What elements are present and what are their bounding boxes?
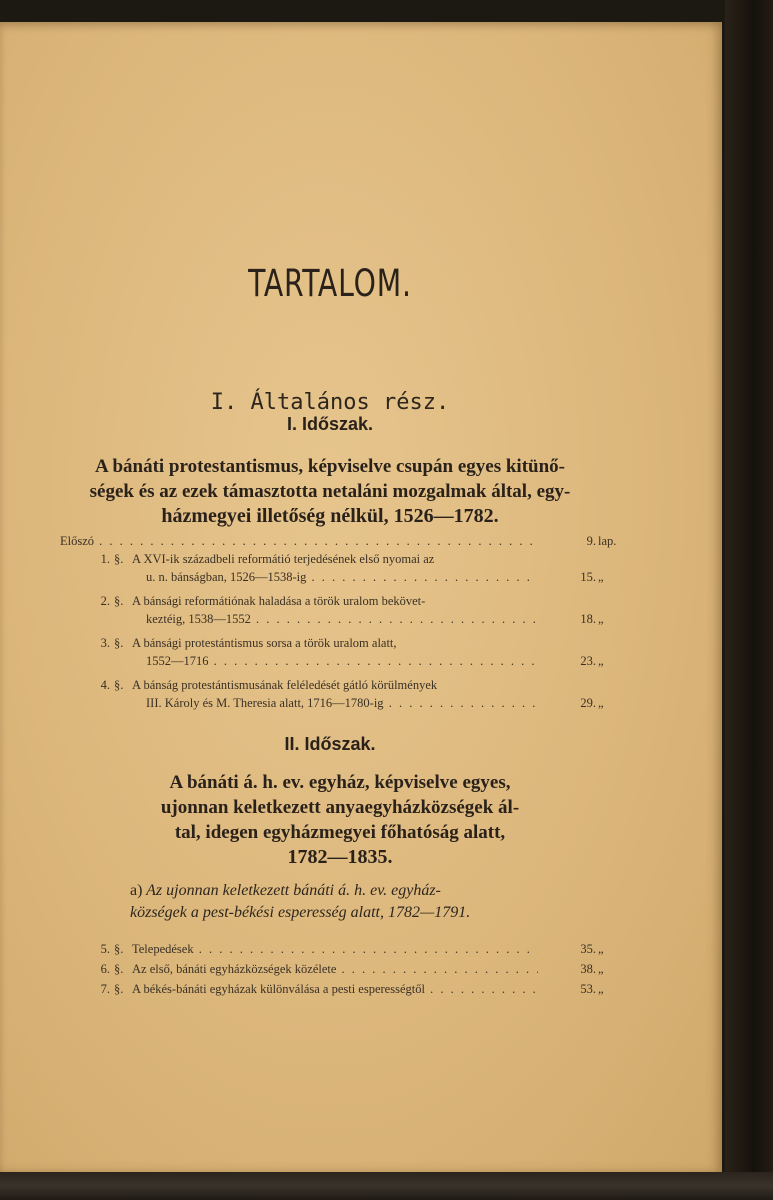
toc-entry-unit: lap. (598, 534, 617, 548)
period-2-heading-line: 1782—1835. (287, 846, 393, 868)
toc-entry-unit: „ (598, 570, 604, 584)
period-2-label: II. Időszak. (284, 734, 376, 754)
section-symbol: §. (114, 942, 124, 956)
toc-entry-unit: „ (598, 612, 604, 626)
subsection-line: községek a pest-békési esperesség alatt, 1782—1791. (130, 904, 471, 921)
period-1-heading (40, 454, 620, 529)
toc-entry-4-cont (60, 696, 608, 718)
toc-entry-text: A XVI-ik századbeli reformátió terjedésének első nyomai az (132, 552, 435, 566)
book-bottom-edge (0, 1172, 773, 1200)
section-symbol: §. (114, 962, 124, 976)
part-heading: I. Általános rész. (210, 390, 450, 415)
book-spine (725, 0, 773, 1200)
toc-entry-text: A bánsági reformátiónak haladása a török uralom bekövet- (132, 594, 426, 608)
toc-entry-unit: „ (598, 962, 604, 976)
toc-entry-3-cont (60, 654, 608, 676)
toc-entry-5 (60, 942, 608, 964)
period-2-heading-line: A bánáti á. h. ev. egyház, képviselve egyes, (169, 772, 511, 793)
toc-entry-number: 3. (100, 636, 110, 650)
book-page (0, 22, 722, 1172)
toc-entry-unit: „ (598, 654, 604, 668)
toc-entry-unit: „ (598, 696, 604, 710)
toc-entry-text: A békés-bánáti egyházak különválása a pesti esperességtől . . . (132, 982, 538, 997)
toc-entry-page: 15. (580, 570, 596, 584)
section-symbol: §. (114, 636, 124, 650)
toc-entry-text: Az első, bánáti egyházközségek közélete . . . (132, 962, 538, 977)
toc-entry-number: 2. (100, 594, 110, 608)
toc-entry-number: 4. (100, 678, 110, 692)
page-title: TARTALOM. (248, 262, 412, 305)
toc-entry-2-cont (60, 612, 608, 634)
toc-entry-number: 1. (100, 552, 110, 566)
subsection-line: Az ujonnan keletkezett bánáti á. h. ev. egyház- (146, 882, 441, 899)
toc-entry-page: 23. (580, 654, 596, 668)
subsection-letter: a) (130, 882, 143, 899)
toc-entry-unit: „ (598, 982, 604, 996)
toc-entry-text: A bánság protestántismusának feléledését gátló körülmények (132, 678, 438, 692)
toc-entry-text: A bánsági protestántismus sorsa a török uralom alatt, (132, 636, 397, 650)
period-1-heading-line: ségek és az ezek támasztotta netaláni mozgalmak által, egy- (89, 481, 571, 502)
toc-entry-text: Előszó . . . (60, 534, 538, 549)
toc-entry-text: 1552—1716 . . . (146, 654, 538, 669)
period-2-heading-line: ujonnan keletkezett anyaegyházközségek ál- (160, 797, 520, 818)
toc-entry-page: 35. (580, 942, 596, 956)
period-1-label: I. Időszak. (286, 414, 374, 434)
toc-entry-7 (60, 982, 608, 1004)
toc-entry-text: Telepedések . . . (132, 942, 538, 957)
section-symbol: §. (114, 594, 124, 608)
toc-entry-text: III. Károly és M. Theresia alatt, 1716—1780-ig . . . (146, 696, 538, 711)
period-1-heading-line: A bánáti protestantismus, képviselve csupán egyes kitünő- (95, 456, 565, 477)
section-symbol: §. (114, 552, 124, 566)
toc-entry-number: 5. (100, 942, 110, 956)
period-2-heading-line: tal, idegen egyházmegyei főhatóság alatt, (174, 822, 506, 843)
subsection-heading (130, 880, 550, 924)
toc-entry-text: keztéig, 1538—1552 . . . (146, 612, 538, 627)
toc-entry-page: 18. (580, 612, 596, 626)
period-1-heading-line: házmegyei illetőség nélkül, 1526—1782. (161, 505, 499, 527)
period-2-heading (120, 770, 560, 870)
section-symbol: §. (114, 678, 124, 692)
toc-entry-page: 38. (580, 962, 596, 976)
toc-entry-page: 29. (580, 696, 596, 710)
toc-entry-1-cont (60, 570, 608, 592)
section-symbol: §. (114, 982, 124, 996)
toc-entry-unit: „ (598, 942, 604, 956)
toc-entry-6 (60, 962, 608, 984)
toc-entry-text: u. n. bánságban, 1526—1538-ig . . . (146, 570, 538, 585)
toc-entry-page: 9. (586, 534, 596, 548)
toc-entry-page: 53. (580, 982, 596, 996)
toc-entry-number: 7. (100, 982, 110, 996)
toc-entry-number: 6. (100, 962, 110, 976)
